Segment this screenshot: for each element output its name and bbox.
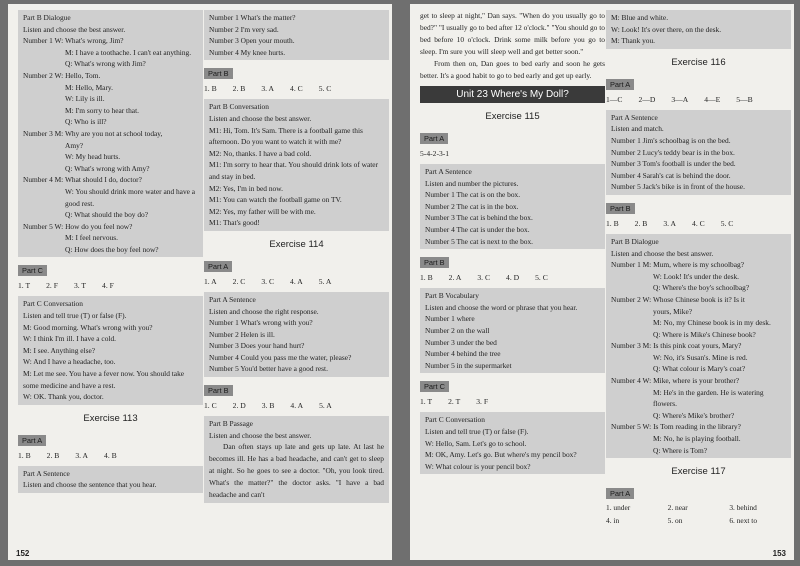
answer: 3. B [261,401,275,411]
text-line: Number 5 Jack's bike is in front of the house. [611,182,745,192]
text-line: M: Blue and white. [611,13,669,22]
text-line: M: Good morning. What's wrong with you? [23,322,153,332]
text-line: Listen and choose the best answer. [611,248,714,258]
text-line: Q: What's wrong with Amy? [65,163,150,173]
text-line: Number 2 Lucy's teddy bear is in the box. [611,147,735,157]
answer-row [18,280,203,292]
text-line: Number 4 behind the tree [425,349,501,359]
answer-row [420,148,605,160]
part-b-dialogue-box [606,234,791,458]
answer-row [18,450,203,462]
unit-title: Unit 23 Where's My Doll? [420,86,605,103]
section-tag: Part B [420,257,449,268]
answer: 3. A [663,218,677,228]
answer: 2. B [46,450,60,460]
section-tag: Part B [606,203,635,214]
answer: 4. C [290,84,303,94]
answer: 3. A [75,450,89,460]
text-line: Number 2 on the wall [425,325,490,335]
answer: 1—C [606,94,623,104]
answer-grid [606,501,791,527]
text-line: Number 4 Could you pass me the water, please? [209,352,352,362]
answer: 4. D [506,273,520,283]
text-line: Number 4 W: Mike, where is your brother? [611,376,740,386]
text-line: Number 3 Does your hand hurt? [209,341,305,351]
text-line: Q: What's wrong with Jim? [65,59,146,69]
section-tag: Part C [18,265,47,276]
right-column-1 [420,10,605,554]
exercise-title: Exercise 114 [269,238,324,250]
text-line: Listen and choose the right response. [209,306,319,316]
text-line: W: And I have a headache, too. [23,357,116,367]
text-line: M: I see. Anything else? [23,345,96,355]
exercise-title: Exercise 117 [671,466,726,478]
answer-row [204,276,389,288]
answer: 3. behind [729,503,757,513]
text-line: Number 2 W: Whose Chinese book is it? Is it [611,294,745,304]
answer: 5. C [720,218,734,228]
passage-continuation-2: From then on, Dan goes to bed early and soon he gets better. It's a good habit to go to bed early and get up early. [420,59,605,80]
text-line: Number 1 What's the matter? [209,13,296,22]
text-line: Number 2 I'm very sad. [209,24,279,34]
exercise-title: Exercise 116 [671,56,726,68]
answer: 3. F [476,397,489,407]
answer: 3. A [261,84,275,94]
text-line: Number 4 The cat is under the box. [425,224,530,234]
text-line: M: No, my Chinese book is in my desk. [653,318,771,328]
section-tag: Part A [420,133,448,144]
text-line: M2: No, thanks. I have a bad cold. [209,148,312,158]
text-line: Part A Sentence [425,167,472,176]
answer: 3. T [73,281,87,291]
text-line: M: I feel nervous. [65,233,118,243]
text-line: Part B Vocabulary [425,291,479,301]
text-line: Number 2 The cat is in the box. [425,201,519,211]
answer: 4. F [102,281,114,291]
text-line: M2: Yes, my father will be with me. [209,206,316,216]
left-page [8,4,392,560]
exercise-title: Exercise 113 [83,412,138,424]
text-line: Q: What should the boy do? [65,210,148,220]
text-line: W: What colour is your pencil box? [425,461,531,471]
text-line: Listen and choose the best answer. [209,113,312,123]
answer: 5. A [319,401,332,411]
answer: 3. C [261,276,275,286]
text-line: Q: Where is Tom? [653,445,708,455]
text-line: Listen and tell true (T) or false (F). [23,311,127,321]
answer: 2. T [448,397,461,407]
text-line: W: OK. Thank you, doctor. [23,392,104,402]
answer: 5. A [318,276,332,286]
text-line: M1: That's good! [209,218,260,228]
answer: 1. B [420,273,433,283]
text-line: M: He's in the garden. He is watering flowers. [653,387,764,409]
passage-text: Dan often stays up late and gets up late. At last he becomes ill. He has a bad headache, and can't get to sleep at night. So he goes to see a doctor. "Oh, you look tired. What's the matter?" the doctor asks. "I have a bad headache and can't [209,442,384,500]
exercise-title: Exercise 115 [485,111,540,122]
text-line: M: Let me see. You have a fever now. You should take some medicine and have a rest. [23,369,185,390]
text-line: Number 1 The cat is on the box. [425,190,521,200]
text-line: Part B Conversation [209,102,269,112]
answer-row [606,94,791,106]
sentence-box [204,10,389,60]
text-line: yours, Mike? [653,306,692,316]
text-line: Part B Passage [209,419,253,429]
text-line: Number 3 Tom's football is under the bed. [611,159,736,169]
answer: 4. B [104,450,117,460]
right-page [410,4,794,560]
text-line: Part B Dialogue [23,13,71,22]
text-line: Listen and choose the best answer. [23,24,126,34]
answer: 2. F [46,281,58,291]
answer-row [204,400,389,412]
answer: 2. D [232,401,246,411]
text-line: W: Hello, Sam. Let's go to school. [425,438,527,448]
answer: 1. B [204,84,217,94]
text-line: Q: Where's Mike's brother? [653,410,735,420]
left-column-1 [18,10,203,554]
text-line: Number 1 Jim's schoolbag is on the bed. [611,135,731,145]
part-b-conversation-box [204,99,389,231]
answer: 6. next to [729,516,758,526]
text-line: Number 3 M: Is this pink coat yours, Mary? [611,341,742,351]
text-line: W: Lily is ill. [65,94,105,104]
text-line: M1: You can watch the football game on TV. [209,195,342,205]
text-line: Part C Conversation [425,415,485,425]
answer: 1. C [204,401,217,411]
text-line: W: Look! It's under the desk. [653,271,740,281]
text-line: Number 1 What's wrong with you? [209,318,313,328]
part-a-sentence-box [18,466,203,493]
text-line: Number 2 W: Hello, Tom. [23,70,101,80]
text-line: Part A Sentence [611,112,658,122]
part-c-conversation-box [420,412,605,474]
part-b-passage-box [204,416,389,503]
answer: 4. C [692,218,705,228]
answer-row [420,272,605,284]
part-c-conversation-box [18,296,203,404]
text-line: M1: I'm sorry to hear that. You should drink lots of water and stay in bed. [209,160,379,181]
answer: 5. on [667,516,683,526]
text-line: Number 1 M: Mum, where is my schoolbag? [611,260,745,270]
text-line: Number 2 Helen is ill. [209,329,275,339]
text-line: Number 1 where [425,314,475,324]
part-a-sentence-box [204,292,389,377]
text-line: Number 3 M: Why are you not at school today, [23,128,163,138]
answer: 2. near [667,503,688,513]
answer: 1. T [18,281,31,291]
page-number: 152 [16,549,30,558]
text-line: Q: What colour is Mary's coat? [653,364,746,374]
answer: 4. A [290,401,304,411]
text-line: Number 5 in the supermarket [425,360,512,370]
text-line: Number 4 Sarah's cat is behind the door. [611,170,731,180]
answer: 2—D [638,94,656,104]
text-line: Listen and choose the sentence that you hear. [23,480,157,490]
text-line: M: I'm sorry to hear that. [65,105,139,115]
text-line: Q: Where is Mike's Chinese book? [653,329,756,339]
answer: 4—E [704,94,721,104]
text-line: Number 5 The cat is next to the box. [425,236,534,246]
conversation-end-box [606,10,791,49]
answer-row [420,396,605,408]
text-line: Listen and match. [611,124,664,134]
text-line: Amy? [65,140,84,150]
text-line: Q: Who is ill? [65,117,107,127]
right-column-2 [606,10,791,554]
text-line: Listen and tell true (T) or false (F). [425,426,529,436]
text-line: Listen and choose the best answer. [209,430,312,440]
text-line: Q: Where's the boy's schoolbag? [653,283,750,293]
text-line: Part A Sentence [23,468,70,478]
part-a-sentence-box [606,110,791,195]
answer-row [606,218,791,230]
text-line: W: No, it's Susan's. Mine is red. [653,352,748,362]
text-line: Number 5 You'd better have a good rest. [209,364,328,374]
part-b-dialogue-box [18,10,203,257]
answer: 4. in [606,516,620,526]
section-tag: Part A [204,261,232,272]
section-tag: Part A [18,435,46,446]
text-line: Number 5 W: Is Tom reading in the library? [611,422,741,432]
answer: 3. C [477,273,491,283]
answer: 5. C [535,273,548,283]
section-tag: Part A [606,79,634,90]
text-line: W: Look! It's over there, on the desk. [611,24,722,34]
text-line: Number 4 My knee hurts. [209,47,286,57]
page-number: 153 [772,549,786,558]
answer: 4. A [290,276,303,286]
part-a-sentence-box [420,164,605,249]
part-b-vocabulary-box [420,288,605,373]
text-line: Q: How does the boy feel now? [65,244,159,254]
answer: 5—B [736,94,753,104]
answer: 1. T [420,397,433,407]
answer: 2. A [448,273,462,283]
text-line: Listen and number the pictures. [425,178,519,188]
text-line: Part C Conversation [23,299,83,309]
section-tag: Part B [204,385,233,396]
text-line: M: No, he is playing football. [653,434,741,444]
text-line: M: Thank you. [611,36,656,46]
answer: 1. B [18,450,31,460]
answer: 1. B [606,218,619,228]
text-line: Part B Dialogue [611,236,659,246]
answer: 5-4-2-3-1 [420,149,450,158]
text-line: Part A Sentence [209,294,256,304]
section-tag: Part C [420,381,449,392]
text-line: Number 3 under the bed [425,337,497,347]
passage-continuation: get to sleep at night," Dan says. "When do you usually go to bed?" "I usually go to bed after 12 o'clock." "You should go to bed before 10 o'clock. Drink some milk before you go to sleep. I'm sure you will sleep well and get better soon." [420,11,605,56]
section-tag: Part A [606,488,634,499]
text-line: Number 5 W: How do you feel now? [23,221,133,231]
text-line: W: I think I'm ill. I have a cold. [23,334,117,344]
text-line: Number 4 M: What should I do, doctor? [23,175,142,185]
text-line: Number 1 W: What's wrong, Jim? [23,36,124,46]
answer: 2. B [634,218,648,228]
text-line: M: Hello, Mary. [65,82,113,92]
answer: 1. A [204,276,217,286]
answer: 2. C [232,276,246,286]
text-line: W: You should drink more water and have a good rest. [65,186,196,208]
text-line: Listen and choose the word or phrase that you hear. [425,302,578,312]
answer: 5. C [318,84,332,94]
answer-row [204,83,389,95]
text-line: M: OK, Amy. Let's go. But where's my pencil box? [425,450,577,460]
answer: 2. B [232,84,246,94]
text-line: M2: Yes, I'm in bed now. [209,183,283,193]
section-tag: Part B [204,68,233,79]
answer: 1. under [606,503,631,513]
text-line: M1: Hi, Tom. It's Sam. There is a football game this afternoon. Do you want to watch it with me? [209,125,363,147]
text-line: M: I have a toothache. I can't eat anything. [65,47,192,57]
text-line: Number 3 Open your mouth. [209,36,295,46]
answer: 3—A [671,94,689,104]
text-line: Number 3 The cat is behind the box. [425,213,533,223]
text-line: W: My head hurts. [65,152,121,162]
left-column-2 [204,10,389,554]
